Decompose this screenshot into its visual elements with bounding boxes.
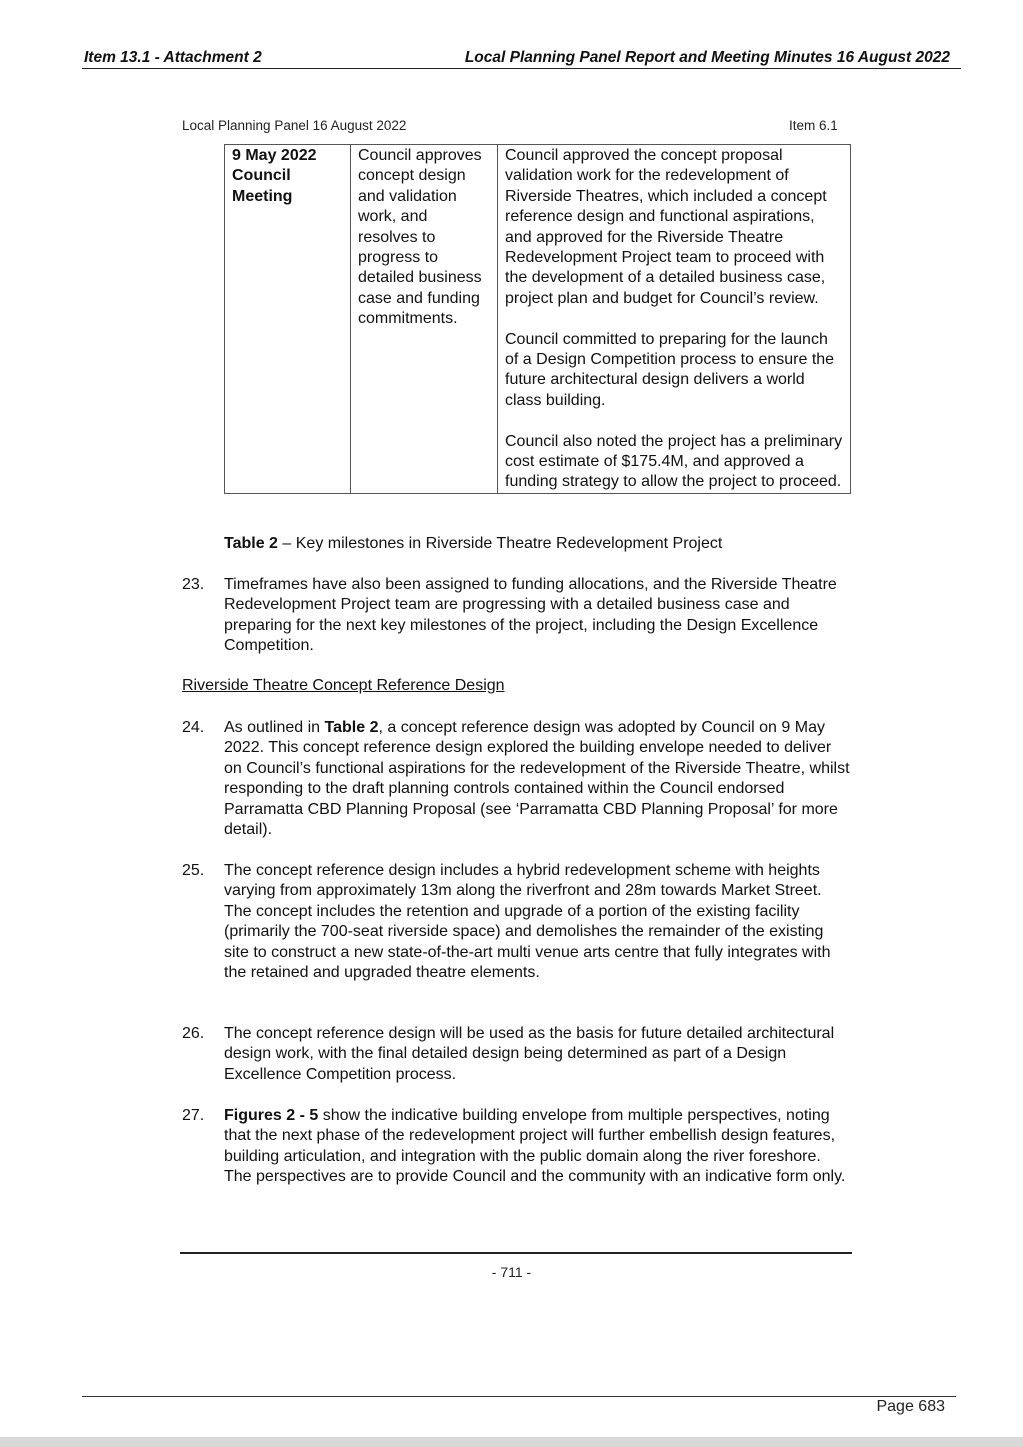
milestone-line-2: Council: [232, 167, 291, 185]
header-rule: [82, 68, 961, 69]
paragraph-number: 24.: [182, 719, 205, 736]
document-title-header: Local Planning Panel Report and Meeting Minutes 16 August 2022: [464, 49, 950, 66]
table-reference: Table 2: [324, 719, 379, 736]
outcome-paragraph: Council approved the concept proposal validation work for the redevelopment of Riverside Theatres, which included a concept reference design and functional aspirations, and approved for the Riverside Theatre Redevelopment Project team to proceed with the development of a detailed business case, project plan and budget for Council’s review.: [505, 147, 827, 307]
panel-date-subheader: Local Planning Panel 16 August 2022: [182, 118, 407, 133]
footer-rule: [180, 1252, 852, 1254]
table-caption-label: Table 2: [224, 535, 278, 552]
paragraph-number: 26.: [182, 1025, 205, 1042]
outcome-paragraph: Council also noted the project has a preliminary cost estimate of $175.4M, and approved a funding strategy to allow the project to proceed.: [505, 432, 843, 491]
paragraph-number: 23.: [182, 576, 205, 593]
table-caption-text: – Key milestones in Riverside Theatre Redevelopment Project: [277, 535, 723, 552]
paragraph-23: [182, 575, 852, 657]
table-row: [225, 145, 851, 494]
milestones-table: [224, 144, 851, 494]
paragraph-text: Timeframes have also been assigned to funding allocations, and the Riverside Theatre Redevelopment Project team are progressing with a detailed business case and preparing for the next key milestones of the project, including the Design Excellence Competition.: [224, 576, 837, 655]
item-number-subheader: Item 6.1: [789, 118, 838, 133]
paragraph-text: The concept reference design will be used as the basis for future detailed architectural design work, with the final detailed design being determined as part of a Design Excellence Competition process.: [224, 1025, 835, 1083]
decision-cell: Council approves concept design and validation work, and resolves to progress to detailed business case and funding commitments.: [351, 145, 498, 494]
text-run: , a concept reference design was adopted by Council on 9 May 2022. This concept reference design explored the building envelope needed to deliver on Council’s functional aspirations for the redevelopment of the Riverside Theatre, whilst responding to the draft planning controls contained within the Council endorsed Parramatta CBD Planning Proposal (see ‘Parramatta CBD Planning Proposal’ for more detail).: [224, 719, 850, 839]
report-page-number: - 711 -: [491, 1264, 532, 1280]
paragraph-26: [182, 1024, 852, 1085]
milestone-date: 9 May 2022: [232, 147, 317, 164]
page-bottom-band: [0, 1437, 1023, 1447]
section-heading: Riverside Theatre Concept Reference Design: [182, 677, 505, 694]
page-rule: [82, 1396, 956, 1397]
outcome-cell: [498, 145, 851, 494]
paragraph-text: [224, 718, 852, 840]
milestone-cell: [225, 145, 351, 494]
attachment-header: Item 13.1 - Attachment 2: [84, 49, 262, 66]
paragraph-27: [182, 1106, 852, 1188]
milestone-line-3: Meeting: [232, 187, 293, 205]
outcome-paragraph: Council committed to preparing for the launch of a Design Competition process to ensure the future architectural design delivers a world class building.: [505, 330, 835, 409]
paragraph-number: 27.: [182, 1107, 205, 1124]
text-run: show the indicative building envelope from multiple perspectives, noting that the next phase of the redevelopment project will further embellish design features, building articulation, and integration with the public domain along the river foreshore. The perspectives are to provide Council and the community with an indicative form only.: [224, 1107, 846, 1186]
paragraph-text: [224, 1106, 852, 1188]
agenda-page-number: Page 683: [876, 1398, 945, 1415]
text-run: As outlined in: [224, 719, 325, 736]
table-caption: [224, 534, 722, 554]
paragraph-text: The concept reference design includes a hybrid redevelopment scheme with heights varying from approximately 13m along the riverfront and 28m towards Market Street. The concept includes the retention and upgrade of a portion of the existing facility (primarily the 700-seat riverside space) and demolishes the remainder of the existing site to construct a new state-of-the-art multi venue arts centre that fully integrates with the retained and upgraded theatre elements.: [224, 862, 831, 982]
paragraph-number: 25.: [182, 862, 205, 879]
paragraph-24: [182, 718, 852, 840]
figure-reference: Figures 2 - 5: [224, 1107, 319, 1124]
paragraph-25: [182, 861, 852, 983]
